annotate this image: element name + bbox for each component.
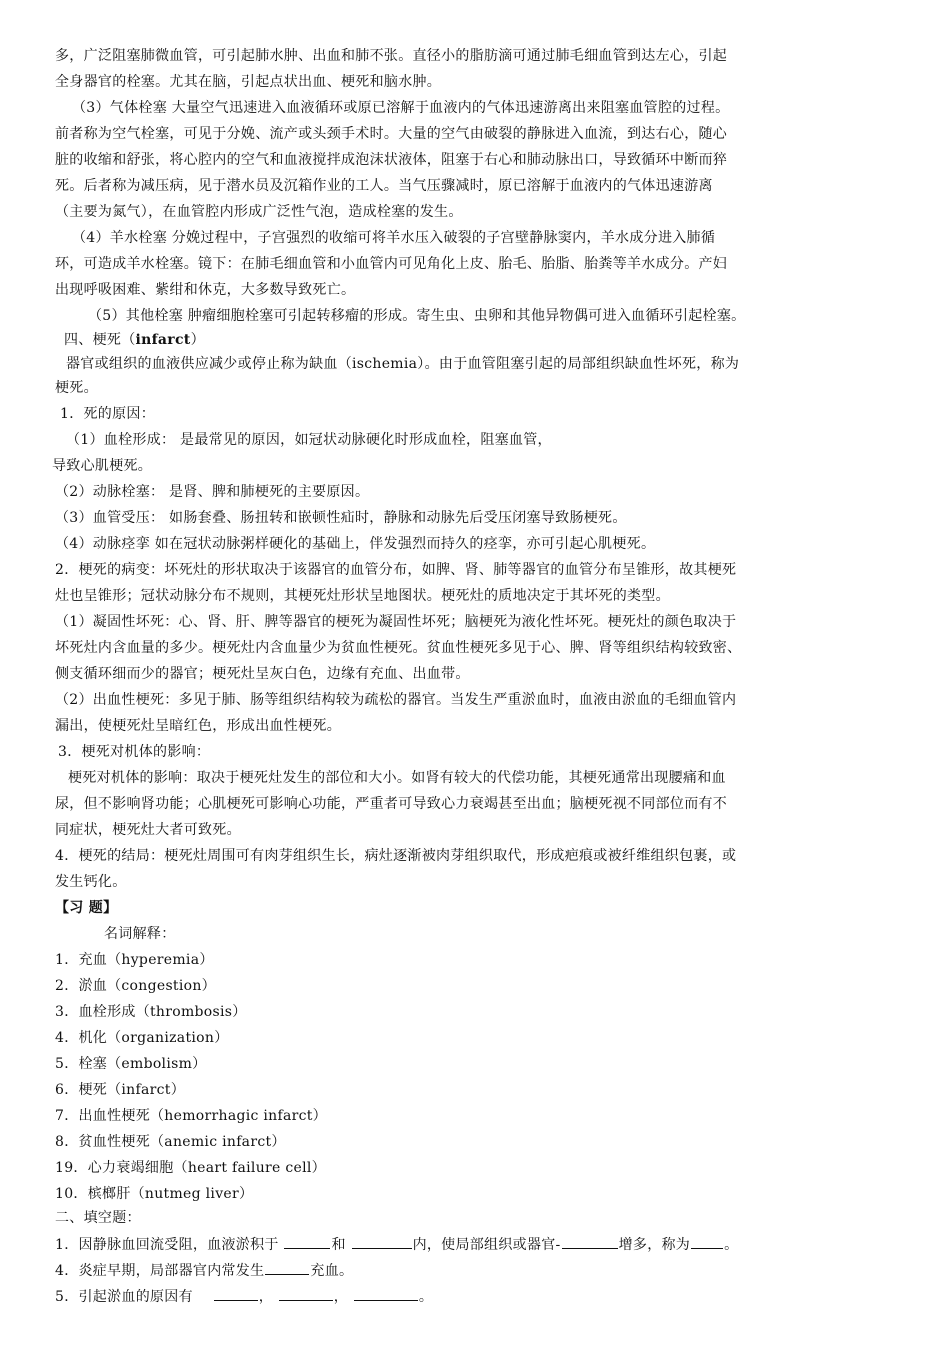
list-item: 10．槟榔肝（nutmeg liver） [55, 1186, 254, 1202]
text-line: 坏死灶内含血量的多少。梗死灶内含血量少为贫血性梗死。贫血性梗死多见于心、脾、肾等组织结构较致密、 [55, 640, 742, 656]
text-line: 3．梗死对机体的影响： [58, 744, 211, 760]
answer-blank[interactable] [562, 1234, 618, 1249]
text-line: 全身器官的栓塞。尤其在脑，引起点状出血、梗死和脑水肿。 [55, 74, 442, 90]
heading-prefix: 四、梗死（ [64, 332, 136, 348]
list-item: 2．淤血（congestion） [55, 978, 216, 994]
text-line: （4）羊水栓塞 分娩过程中，子宫强烈的收缩可将羊水压入破裂的子宫壁静脉窦内，羊水成分进入肺循 [72, 230, 716, 246]
text-line: （2）动脉栓塞： 是肾、脾和肺梗死的主要原因。 [55, 484, 370, 500]
question-text: 。 [724, 1237, 739, 1253]
text-line: （1）血栓形成： 是最常见的原因，如冠状动脉硬化时形成血栓，阻塞血管， [66, 432, 552, 448]
text-line: （3）气体栓塞 大量空气迅速进入血液循环或原已溶解于血液内的气体迅速游离出来阻塞血管腔的过程。 [72, 100, 730, 116]
question-text: 充血。 [310, 1263, 354, 1279]
section-heading [64, 330, 205, 350]
text-line: （4）动脉痉挛 如在冠状动脉粥样硬化的基础上，伴发强烈而持久的痉挛，亦可引起心肌梗死。 [55, 536, 656, 552]
text-line: 死。后者称为减压病，见于潜水员及沉箱作业的工人。当气压骤减时，原已溶解于血液内的气体迅速游离 [55, 178, 713, 194]
question-text: ， [333, 1289, 349, 1305]
question-text: ， [258, 1289, 273, 1305]
text-line: 梗死对机体的影响：取决于梗死灶发生的部位和大小。如肾有较大的代偿功能，其梗死通常出现腰痛和血 [68, 770, 726, 786]
text-line: （5）其他栓塞 肿瘤细胞栓塞可引起转移瘤的形成。寄生虫、虫卵和其他异物偶可进入血循环引起栓塞。 [88, 308, 746, 324]
answer-blank[interactable] [352, 1234, 412, 1249]
list-item: 7．出血性梗死（hemorrhagic infarct） [55, 1108, 327, 1124]
text-line: 脏的收缩和舒张，将心腔内的空气和血液搅拌成泡沫状液体，阻塞于右心和肺动脉出口，导致循环中断而猝 [55, 152, 728, 168]
list-item: 4．机化（organization） [55, 1030, 229, 1046]
heading-term: infarct [135, 332, 191, 348]
text-line: 出现呼吸困难、紫绀和休克，大多数导致死亡。 [55, 282, 356, 298]
text-line: 1．死的原因： [60, 406, 156, 422]
text-line: 导致心肌梗死。 [52, 458, 153, 474]
text-line: 多，广泛阻塞肺微血管，可引起肺水肿、出血和肺不张。直径小的脂肪滴可通过肺毛细血管到达左心，引起 [55, 48, 728, 64]
question-text: 内，使局部组织或器官- [412, 1237, 561, 1253]
fill-blank-question [55, 1286, 433, 1307]
text-line: 4．梗死的结局：梗死灶周围可有肉芽组织生长，病灶逐渐被肉芽组织取代，形成疤痕或被纤维组织包裹，或 [55, 848, 737, 864]
exercise-heading: 【习 题】 [55, 900, 118, 916]
question-text: 1．因静脉血回流受阻，血液淤积于 [55, 1237, 279, 1253]
text-line: 同症状，梗死灶大者可致死。 [55, 822, 241, 838]
list-item: 8．贫血性梗死（anemic infarct） [55, 1134, 286, 1150]
text-line: 尿，但不影响肾功能；心肌梗死可影响心功能，严重者可导致心力衰竭甚至出血；脑梗死视不同部位而有不 [55, 796, 728, 812]
text-line: 环，可造成羊水栓塞。镜下：在肺毛细血管和小血管内可见角化上皮、胎毛、胎脂、胎粪等羊水成分。产妇 [55, 256, 728, 272]
list-item: 6．梗死（infarct） [55, 1082, 185, 1098]
fill-blank-question [55, 1234, 738, 1255]
fill-blank-question [55, 1260, 353, 1281]
text-line: 梗死。 [55, 380, 98, 396]
question-text: 4．炎症早期，局部器官内常发生 [55, 1263, 265, 1279]
text-line: 2．梗死的病变：坏死灶的形状取决于该器官的血管分布，如脾、肾、肺等器官的血管分布呈锥形，故其梗死 [55, 562, 737, 578]
text-line: 侧支循环细而少的器官；梗死灶呈灰白色，边缘有充血、出血带。 [55, 666, 470, 682]
question-text: 5．引起淤血的原因有 [55, 1289, 193, 1305]
answer-blank[interactable] [284, 1234, 330, 1249]
text-line: 漏出，使梗死灶呈暗红色，形成出血性梗死。 [55, 718, 341, 734]
list-item: 5．栓塞（embolism） [55, 1056, 207, 1072]
text-line: （3）血管受压： 如肠套叠、肠扭转和嵌顿性疝时，静脉和动脉先后受压闭塞导致肠梗死。 [55, 510, 627, 526]
list-item: 1．充血（hyperemia） [55, 952, 214, 968]
question-text: 增多，称为 [618, 1237, 691, 1253]
answer-blank[interactable] [354, 1286, 418, 1301]
text-line: 发生钙化。 [55, 874, 127, 890]
answer-blank[interactable] [279, 1286, 333, 1301]
text-line: （1）凝固性坏死：心、肾、肝、脾等器官的梗死为凝固性坏死；脑梗死为液化性坏死。梗死灶的颜色取决于 [55, 614, 737, 630]
subsection-heading: 名词解释： [104, 926, 176, 942]
heading-suffix: ） [190, 332, 205, 348]
list-item: 19．心力衰竭细胞（heart failure cell） [55, 1160, 326, 1176]
question-text: 和 [331, 1237, 346, 1253]
text-line: 器官或组织的血液供应减少或停止称为缺血（ischemia）。由于血管阻塞引起的局部组织缺血性坏死，称为 [66, 356, 740, 372]
answer-blank[interactable] [214, 1286, 258, 1301]
list-item: 3．血栓形成（thrombosis） [55, 1004, 247, 1020]
question-text: 。 [418, 1289, 434, 1305]
subsection-heading: 二、填空题： [55, 1210, 141, 1226]
text-line: （主要为氮气），在血管腔内形成广泛性气泡，造成栓塞的发生。 [55, 204, 463, 220]
text-line: （2）出血性梗死：多见于肺、肠等组织结构较为疏松的器官。当发生严重淤血时，血液由淤血的毛细血管内 [55, 692, 737, 708]
text-line: 前者称为空气栓塞，可见于分娩、流产或头颈手术时。大量的空气由破裂的静脉进入血流，到达右心，随心 [55, 126, 728, 142]
answer-blank[interactable] [691, 1234, 723, 1249]
text-line: 灶也呈锥形；冠状动脉分布不规则，其梗死灶形状呈地图状。梗死灶的质地决定于其坏死的类型。 [55, 588, 670, 604]
answer-blank[interactable] [265, 1260, 309, 1275]
